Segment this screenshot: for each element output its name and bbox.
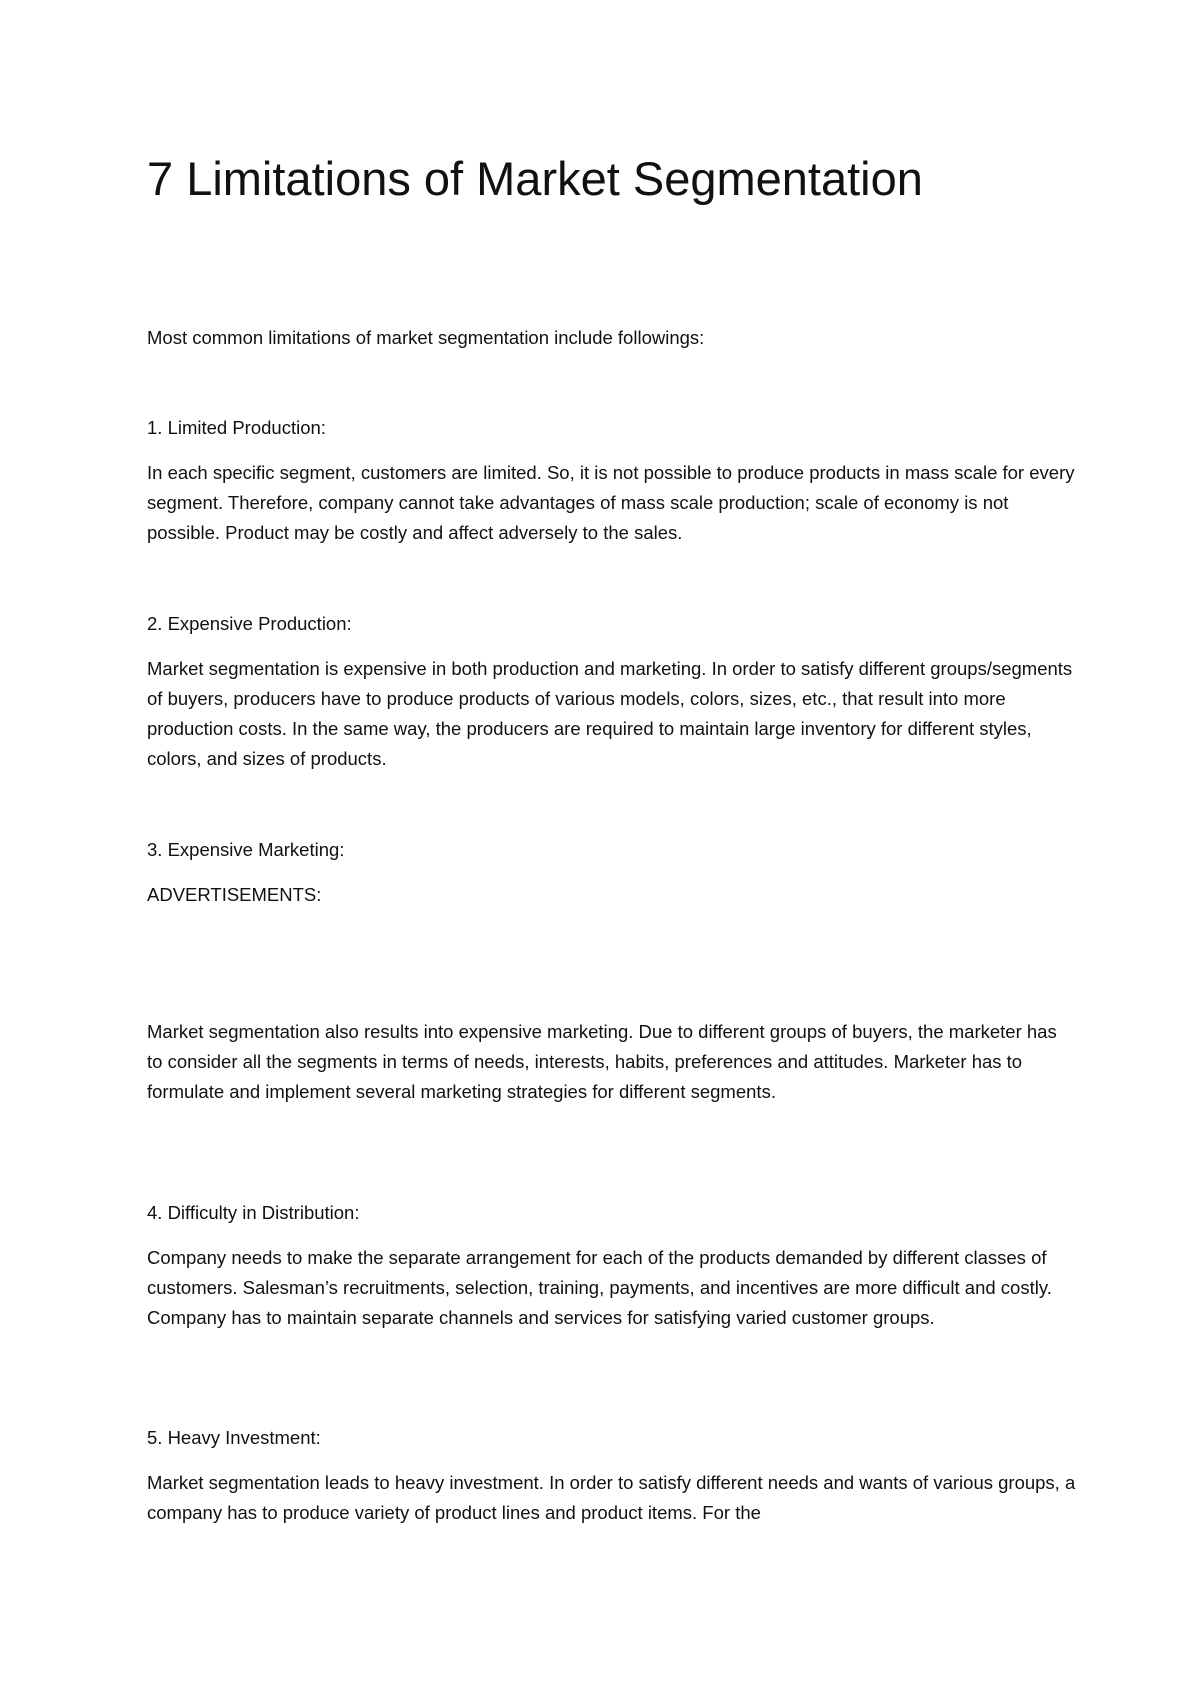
intro-paragraph: Most common limitations of market segmentation include followings: [147,327,705,348]
page-title: 7 Limitations of Market Segmentation [147,152,923,205]
section-heading-expensive-marketing: 3. Expensive Marketing: [147,839,345,860]
section-heading-difficulty-in-distribution: 4. Difficulty in Distribution: [147,1202,360,1223]
section-body-limited-production: In each specific segment, customers are limited. So, it is not possible to produce products in mass scale for every segment. Therefore, company cannot take advantages of mass scale production; scale of economy is not possible. Product may be costly and affect adversely to the sales. [147,462,1075,543]
section-body-expensive-production: Market segmentation is expensive in both production and marketing. In order to satisfy different groups/segments of buyers, producers have to produce products of various models, colors, sizes, etc., that result into more production costs. In the same way, the producers are required to maintain large inventory for different styles, colors, and sizes of products. [147,658,1073,769]
section-heading-heavy-investment: 5. Heavy Investment: [147,1427,321,1448]
section-body-expensive-marketing: Market segmentation also results into expensive marketing. Due to different groups of buyers, the marketer has to consider all the segments in terms of needs, interests, habits, preferences and attitudes. Marketer has to formulate and implement several marketing strategies for different segments. [147,1021,1057,1102]
section-body-heavy-investment: Market segmentation leads to heavy investment. In order to satisfy different needs and wants of various groups, a company has to produce variety of product lines and product items. For the [147,1472,1076,1523]
section-heading-limited-production: 1. Limited Production: [147,417,326,438]
section-body-difficulty-in-distribution: Company needs to make the separate arrangement for each of the products demanded by different classes of customers. Salesman’s recruitments, selection, training, payments, and incentives are more difficult and costly. Company has to maintain separate channels and services for satisfying varied customer groups. [147,1247,1052,1328]
section-heading-expensive-production: 2. Expensive Production: [147,613,352,634]
advertisements-label: ADVERTISEMENTS: [147,884,322,905]
